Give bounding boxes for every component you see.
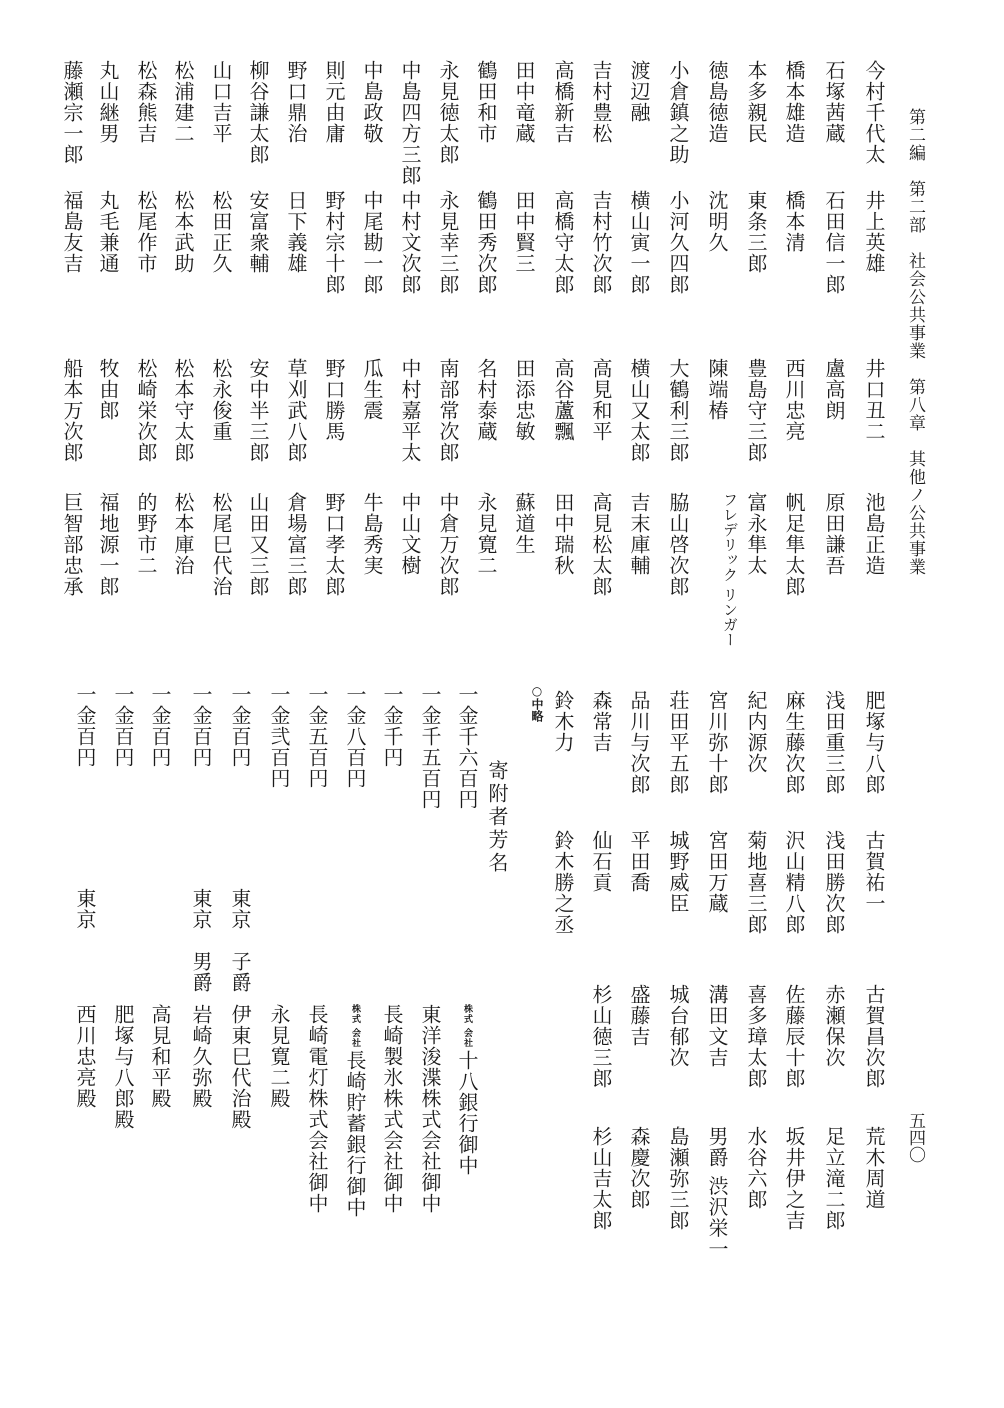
name-entry: 橋本清 (782, 190, 806, 253)
name-entry: 男爵 渋沢栄一 (705, 1126, 729, 1260)
name-entry: 高見和平 (589, 358, 613, 442)
name-entry: 倉場富三郎 (284, 492, 308, 597)
name-entry: 野口孝太郎 (322, 492, 346, 597)
name-entry: 西川忠亮 (782, 358, 806, 442)
name-entry: 紀内源次 (744, 690, 768, 774)
donor-name: 岩崎久弥殿 (189, 1004, 213, 1109)
name-entry: 藤瀬宗一郎 (60, 60, 84, 165)
name-entry: 中尾勘一郎 (360, 190, 384, 295)
name-entry: 古賀祐一 (862, 830, 886, 914)
name-entry: 南部常次郎 (436, 358, 460, 463)
name-entry: 安富衆輔 (246, 190, 270, 274)
name-entry: 名村泰蔵 (474, 358, 498, 442)
donation-amount: 一金千五百円 (418, 684, 442, 810)
name-entry: 菊地喜三郎 (744, 830, 768, 935)
name-entry: 森慶次郎 (627, 1126, 651, 1210)
name-entry: 本多親民 (744, 60, 768, 144)
name-entry: 的野市二 (134, 492, 158, 576)
name-entry: 鶴田秀次郎 (474, 190, 498, 295)
donor-location: 東京 子爵 (228, 888, 252, 993)
page-number: 五四〇 (905, 1112, 925, 1163)
name-entry: 平田喬 (627, 830, 651, 893)
donor-name-text: 十八銀行御中 (455, 1050, 479, 1177)
donation-amount: 一金千円 (380, 684, 404, 768)
name-entry: 宮川弥十郎 (705, 690, 729, 795)
name-entry: 仙石貢 (589, 830, 613, 893)
name-entry: 荘田平五郎 (666, 690, 690, 795)
name-entry: 高谷蘆飄 (551, 358, 575, 442)
name-entry: 中山文樹 (398, 492, 422, 576)
name-entry: 田添忠敏 (512, 358, 536, 442)
name-entry: 石塚茜蔵 (822, 60, 846, 144)
donation-amount: 一金五百円 (305, 684, 329, 789)
name-entry: 麻生藤次郎 (782, 690, 806, 795)
name-entry: 原田謙吾 (822, 492, 846, 576)
name-entry: 田中賢三 (512, 190, 536, 274)
name-entry: 中村嘉平太 (398, 358, 422, 463)
name-entry: 松尾作市 (134, 190, 158, 274)
name-entry: 城台郁次 (666, 984, 690, 1068)
name-entry: 巨智部忠承 (60, 492, 84, 597)
name-entry: 柳谷謙太郎 (246, 60, 270, 165)
name-entry: フレデリック リンガー (721, 492, 739, 647)
name-entry: 安中半三郎 (246, 358, 270, 463)
name-entry: 永見寛二 (474, 492, 498, 576)
name-entry: 蘇道生 (512, 492, 536, 555)
name-entry: 浅田勝次郎 (822, 830, 846, 935)
name-entry: 小倉鎮之助 (666, 60, 690, 165)
donation-amount: 一金百円 (228, 684, 252, 768)
donor-name: 伊東巳代治殿 (228, 1004, 252, 1130)
name-entry: 鈴木力 (551, 690, 575, 753)
name-entry: 船本万次郎 (60, 358, 84, 463)
donor-name (457, 1004, 477, 1176)
name-entry: 品川与次郎 (627, 690, 651, 795)
name-entry: 盛藤吉 (627, 984, 651, 1047)
donor-name: 長崎製氷株式会社御中 (380, 1004, 404, 1214)
name-entry: 高橋新吉 (551, 60, 575, 144)
name-entry: 松崎栄次郎 (134, 358, 158, 463)
name-entry: 高見松太郎 (589, 492, 613, 597)
donation-amount: 一金百円 (189, 684, 213, 768)
name-entry: 島瀬弥三郎 (666, 1126, 690, 1231)
name-entry: 井上英雄 (862, 190, 886, 274)
name-entry: 浅田重三郎 (822, 690, 846, 795)
donor-name: 西川忠亮殿 (73, 1004, 97, 1109)
name-entry: 宮田万蔵 (705, 830, 729, 914)
donation-amount: 一金百円 (148, 684, 172, 768)
name-entry: 山口吉平 (209, 60, 233, 144)
name-entry: 横山又太郎 (627, 358, 651, 463)
donor-name: 肥塚与八郎殿 (111, 1004, 135, 1130)
name-entry: 吉村豊松 (589, 60, 613, 144)
name-entry: 吉村竹次郎 (589, 190, 613, 295)
name-entry: 小河久四郎 (666, 190, 690, 295)
name-entry: 坂井伊之吉 (782, 1126, 806, 1231)
name-entry: 水谷六郎 (744, 1126, 768, 1210)
name-entry: 盧高朗 (822, 358, 846, 421)
donor-name-text: 長崎貯蓄銀行御中 (343, 1050, 367, 1219)
donation-amount: 一金百円 (73, 684, 97, 768)
name-entry: 中村文次郎 (398, 190, 422, 295)
donor-name: 長崎電灯株式会社御中 (305, 1004, 329, 1214)
name-entry: 喜多璋太郎 (744, 984, 768, 1089)
name-entry: 永見徳太郎 (436, 60, 460, 165)
name-entry: 永見幸三郎 (436, 190, 460, 295)
name-entry: 山田又三郎 (246, 492, 270, 597)
kabushiki-kaisha-label: 株式 会社 (350, 1004, 360, 1049)
donation-amount: 一金弐百円 (267, 684, 291, 789)
name-entry: 富永隼太 (744, 492, 768, 576)
name-entry: 草刈武八郎 (284, 358, 308, 463)
name-entry: 則元由庸 (322, 60, 346, 144)
name-entry: 森常吉 (589, 690, 613, 753)
name-entry: 杉山徳三郎 (589, 984, 613, 1089)
name-entry: 福島友吉 (60, 190, 84, 274)
omission-note: ○中略 (530, 684, 544, 722)
name-entry: 野村宗十郎 (322, 190, 346, 295)
name-entry: 福地源一郎 (96, 492, 120, 597)
name-entry: 佐藤辰十郎 (782, 984, 806, 1089)
donor-location: 東京 (73, 888, 97, 930)
name-entry: 牛島秀実 (360, 492, 384, 576)
name-entry: 陳端椿 (705, 358, 729, 421)
name-entry: 沢山精八郎 (782, 830, 806, 935)
name-entry: 鈴木勝之丞 (551, 830, 575, 935)
name-entry: 井口丑二 (862, 358, 886, 442)
name-entry: 野口鼎治 (284, 60, 308, 144)
name-entry: 脇山啓次郎 (666, 492, 690, 597)
name-entry: 溝田文吉 (705, 984, 729, 1068)
donation-amount: 一金百円 (111, 684, 135, 768)
name-entry: 今村千代太 (862, 60, 886, 165)
name-entry: 牧由郎 (96, 358, 120, 421)
name-entry: 松永俊重 (209, 358, 233, 442)
name-entry: 足立滝二郎 (822, 1126, 846, 1231)
name-entry: 田中瑞秋 (551, 492, 575, 576)
name-entry: 石田信一郎 (822, 190, 846, 295)
name-entry: 渡辺融 (627, 60, 651, 123)
name-entry: 松浦建二 (171, 60, 195, 144)
name-entry: 丸山継男 (96, 60, 120, 144)
donation-amount: 一金八百円 (343, 684, 367, 789)
name-entry: 大鶴利三郎 (666, 358, 690, 463)
name-entry: 帆足隼太郎 (782, 492, 806, 597)
name-entry: 松森熊吉 (134, 60, 158, 144)
donor-name: 東洋浚渫株式会社御中 (418, 1004, 442, 1214)
name-entry: 松尾巳代治 (209, 492, 233, 597)
name-entry: 松本守太郎 (171, 358, 195, 463)
name-entry: 荒木周道 (862, 1126, 886, 1210)
name-entry: 古賀昌次郎 (862, 984, 886, 1089)
name-entry: 赤瀬保次 (822, 984, 846, 1068)
donor-name (345, 1004, 365, 1218)
name-entry: 中倉万次郎 (436, 492, 460, 597)
running-header: 第二編 第二部 社会公共事業 第八章 其他ノ公共事業 (905, 108, 925, 576)
donation-amount: 一金千六百円 (455, 684, 479, 810)
name-entry: 松本武助 (171, 190, 195, 274)
name-entry: 池島正造 (862, 492, 886, 576)
name-entry: 吉末庫輔 (627, 492, 651, 576)
kabushiki-kaisha-label: 株式 会社 (462, 1004, 472, 1049)
name-entry: 横山寅一郎 (627, 190, 651, 295)
name-entry: 橋本雄造 (782, 60, 806, 144)
name-entry: 田中竜蔵 (512, 60, 536, 144)
name-entry: 瓜生震 (360, 358, 384, 421)
donor-name: 高見和平殿 (148, 1004, 172, 1109)
name-entry: 野口勝馬 (322, 358, 346, 442)
name-entry: 中島政敬 (360, 60, 384, 144)
name-entry: 徳島徳造 (705, 60, 729, 144)
name-entry: 城野威臣 (666, 830, 690, 914)
name-entry: 丸毛兼通 (96, 190, 120, 274)
donor-location: 東京 男爵 (189, 888, 213, 993)
name-entry: 松本庫治 (171, 492, 195, 576)
name-entry: 日下義雄 (284, 190, 308, 274)
name-entry: 豊島守三郎 (744, 358, 768, 463)
name-entry: 東条三郎 (744, 190, 768, 274)
donor-name: 永見寛二殿 (267, 1004, 291, 1109)
name-entry: 鶴田和市 (474, 60, 498, 144)
donors-title: 寄附者芳名 (485, 760, 509, 875)
name-entry: 中島四方三郎 (398, 60, 422, 186)
name-entry: 杉山吉太郎 (589, 1126, 613, 1231)
name-entry: 肥塚与八郎 (862, 690, 886, 795)
name-entry: 沈明久 (705, 190, 729, 253)
name-entry: 高橋守太郎 (551, 190, 575, 295)
name-entry: 松田正久 (209, 190, 233, 274)
